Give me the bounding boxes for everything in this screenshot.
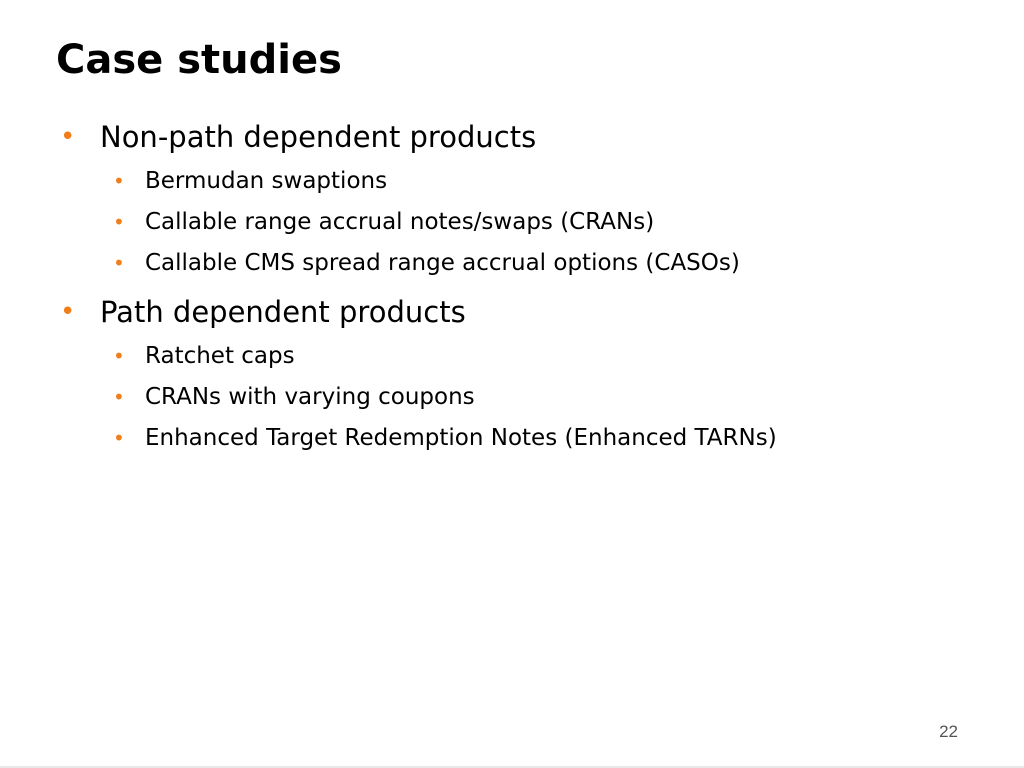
slide-title: Case studies [56, 37, 342, 83]
bullet-icon: • [113, 426, 125, 450]
bullet-text: Path dependent products [100, 295, 466, 329]
bullet-text: Bermudan swaptions [145, 168, 388, 194]
bullet-list [60, 116, 980, 466]
bullet-item-level2 [60, 243, 980, 284]
bullet-icon: • [113, 385, 125, 409]
bullet-text: Ratchet caps [145, 343, 295, 369]
bullet-text: Callable CMS spread range accrual options (CASOs) [145, 250, 740, 276]
bullet-icon: • [113, 210, 125, 234]
page-number: 22 [939, 722, 958, 741]
bullet-icon: • [60, 297, 76, 327]
bullet-text: CRANs with varying coupons [145, 384, 475, 410]
bullet-text: Non-path dependent products [100, 120, 537, 154]
bullet-text: Callable range accrual notes/swaps (CRANs) [145, 209, 655, 235]
bullet-icon: • [113, 169, 125, 193]
bullet-item-level2 [60, 377, 980, 418]
sub-bullet-list [60, 161, 980, 284]
bullet-item-level1 [60, 291, 980, 333]
bullet-icon: • [113, 251, 125, 275]
bullet-icon: • [113, 344, 125, 368]
bullet-item-level2 [60, 161, 980, 202]
sub-bullet-list [60, 336, 980, 459]
bullet-item-level2 [60, 418, 980, 459]
bullet-item-level1 [60, 116, 980, 158]
bullet-item-level2 [60, 202, 980, 243]
bullet-item-level2 [60, 336, 980, 377]
bullet-text: Enhanced Target Redemption Notes (Enhanced TARNs) [145, 425, 777, 451]
bullet-icon: • [60, 122, 76, 152]
